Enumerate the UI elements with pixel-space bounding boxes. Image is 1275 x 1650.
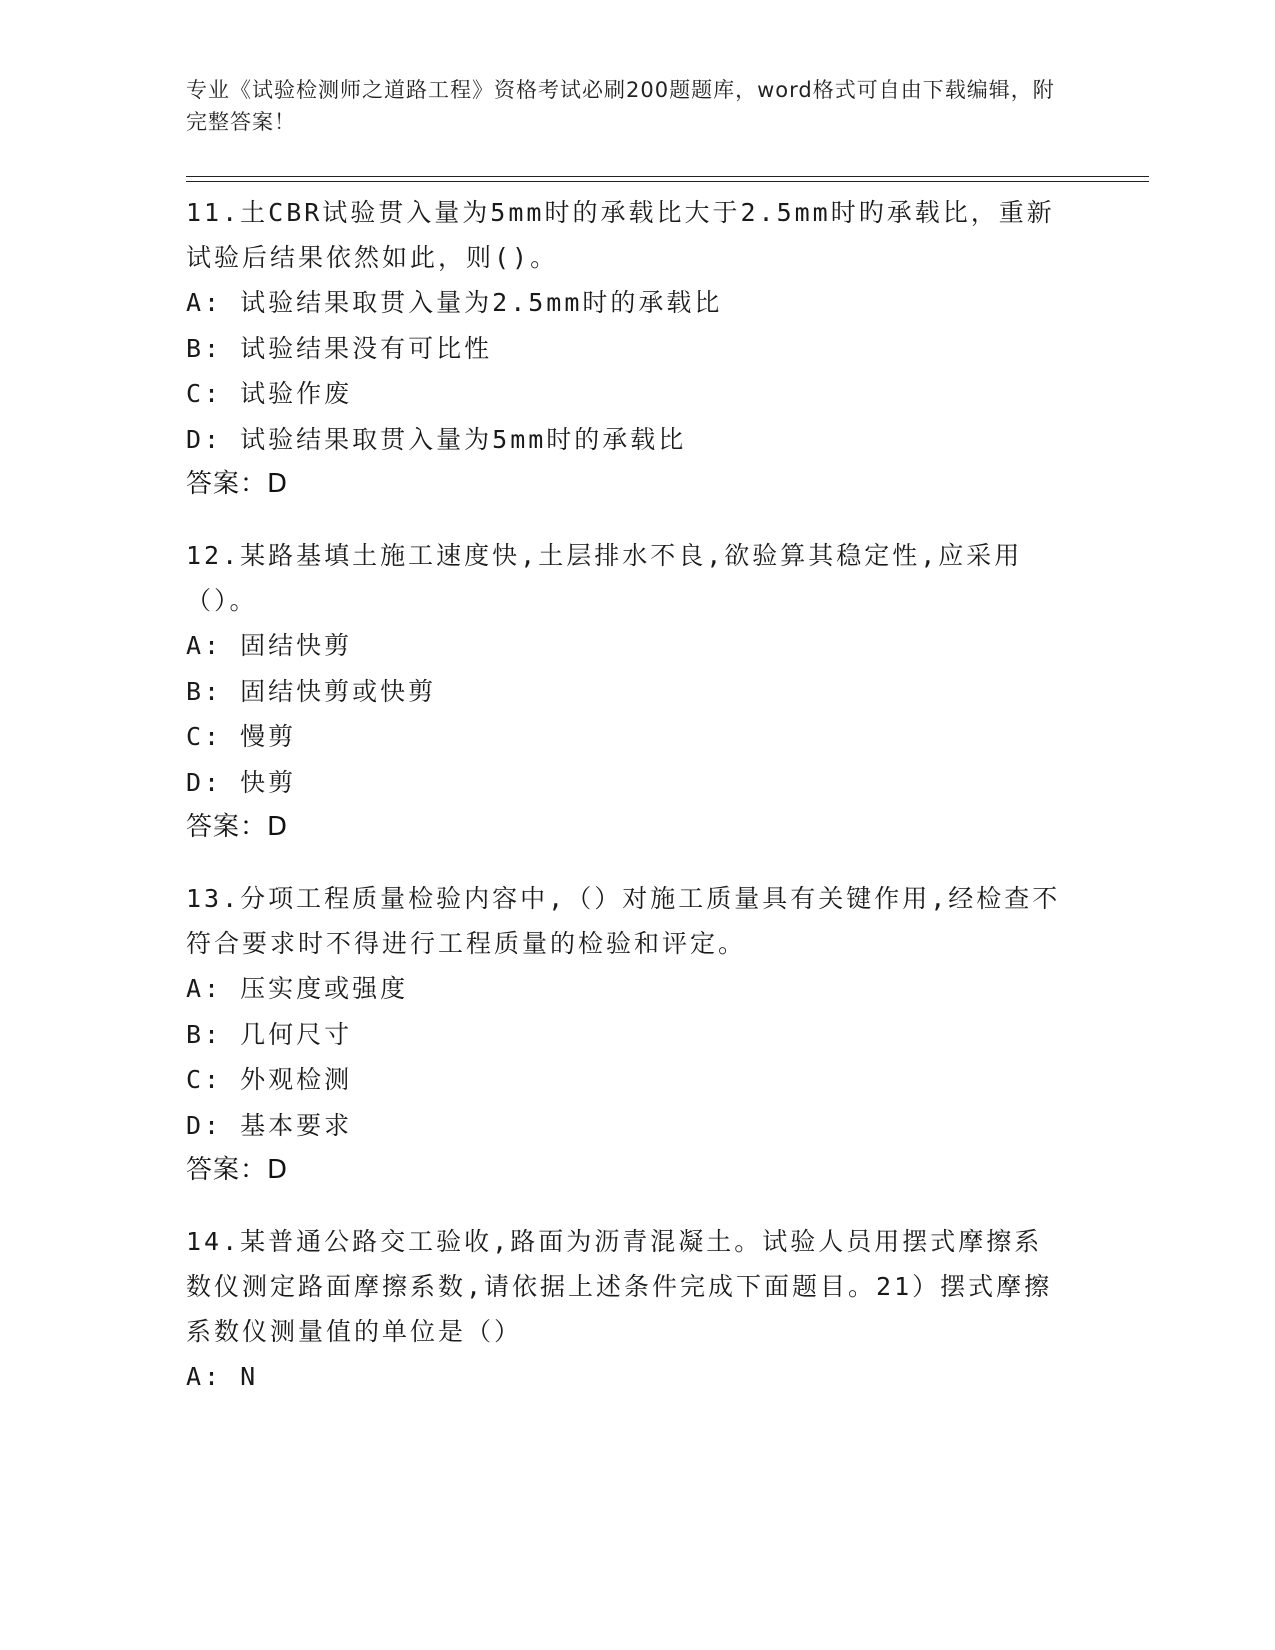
option-d: D: 快剪 (186, 767, 297, 797)
question-stem: 14.某普通公路交工验收,路面为沥青混凝土。试验人员用摆式摩擦系数仪测定路面摩擦系数,请依据上述条件完成下面题目。21）摆式摩擦系数仪测量值的单位是（） (186, 1227, 1053, 1346)
question-14 (186, 1219, 1066, 1400)
document-header: 专业《试验检测师之道路工程》资格考试必刷200题题库，word格式可自由下载编辑，附完整答案！ (186, 78, 1055, 134)
option-b: B: 试验结果没有可比性 (186, 333, 493, 363)
question-11 (186, 190, 1066, 507)
question-list (186, 190, 1066, 1426)
question-13 (186, 876, 1066, 1193)
answer-line: 答案：D (186, 469, 289, 499)
option-a: A: 固结快剪 (186, 631, 353, 660)
option-c: C: 外观检测 (186, 1065, 353, 1094)
option-c: C: 慢剪 (186, 722, 297, 751)
option-d: D: 基本要求 (186, 1110, 353, 1140)
answer-line: 答案：D (186, 812, 289, 842)
question-stem: 13.分项工程质量检验内容中,（）对施工质量具有关键作用,经检查不符合要求时不得进行工程质量的检验和评定。 (186, 884, 1061, 958)
question-stem: 11.土CBR试验贯入量为5mm时的承载比大于2.5mm时旳承载比，重新试验后结果依然如此，则()。 (186, 198, 1055, 272)
option-a: A: 试验结果取贯入量为2.5mm时的承载比 (186, 288, 723, 317)
header-divider-top (186, 176, 1149, 177)
option-d: D: 试验结果取贯入量为5mm时的承载比 (186, 424, 687, 454)
option-a: A: 压实度或强度 (186, 974, 409, 1003)
question-stem: 12.某路基填土施工速度快,土层排水不良,欲验算其稳定性,应采用（）。 (186, 541, 1023, 615)
option-c: C: 试验作废 (186, 379, 353, 408)
option-b: B: 固结快剪或快剪 (186, 676, 437, 706)
option-a: A: N (186, 1362, 259, 1391)
option-b: B: 几何尺寸 (186, 1019, 353, 1049)
question-12 (186, 533, 1066, 850)
answer-line: 答案：D (186, 1155, 289, 1185)
header-divider-bottom (186, 181, 1149, 182)
